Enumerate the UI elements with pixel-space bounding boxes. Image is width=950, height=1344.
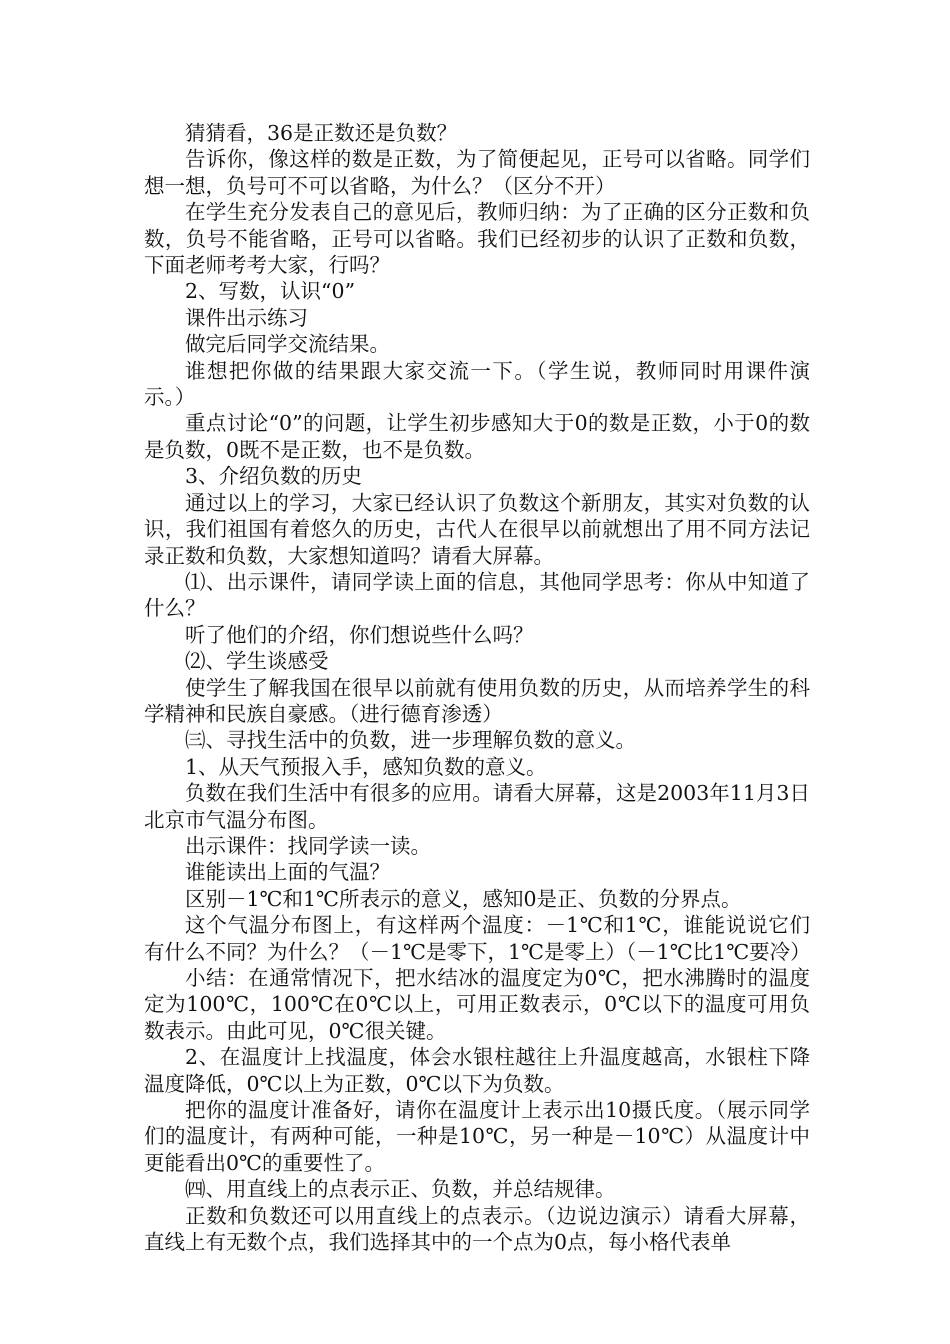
heading-weather-forecast: 1、从天气预报入手，感知负数的意义。 xyxy=(185,754,547,779)
paragraph-exchange-results: 做完后同学交流结果。 xyxy=(185,332,390,357)
paragraph-show-courseware: ⑴、出示课件，请同学读上面的信息，其他同学思考：你从中知道了什么？ xyxy=(144,569,810,621)
paragraph-history-intro: 通过以上的学习，大家已经认识了负数这个新朋友，其实对负数的认识，我们祖国有着悠久的历史，古代人在很早以前就想出了用不同方法记录正数和负数，大家想知道吗？请看大屏幕。 xyxy=(144,490,810,568)
heading-find-negatives-life: ㈢、寻找生活中的负数，进一步理解负数的意义。 xyxy=(185,728,636,753)
paragraph-read-aloud: 出示课件：找同学读一读。 xyxy=(185,833,431,858)
heading-number-line: ㈣、用直线上的点表示正、负数，并总结规律。 xyxy=(185,1177,616,1202)
paragraph-show-exercise: 课件出示练习 xyxy=(185,305,308,330)
paragraph-guess-36: 猜猜看，36是正数还是负数？ xyxy=(185,121,458,145)
paragraph-show-10-degrees: 把你的温度计准备好，请你在温度计上表示出10摄氏度。（展示同学们的温度计，有两种可能，一种是10℃，另一种是－10℃）从温度计中更能看出0℃的重要性了。 xyxy=(144,1098,810,1175)
paragraph-thermometer: 2、在温度计上找温度，体会水银柱越往上升温度越高，水银柱下降温度降低，0℃以上为正数，0℃以下为负数。 xyxy=(144,1045,810,1096)
document-page xyxy=(144,120,810,1255)
paragraph-moral-education: 使学生了解我国在很早以前就有使用负数的历史，从而培养学生的科学精神和民族自豪感。（进行德育渗透） xyxy=(144,675,810,726)
paragraph-two-temperatures: 这个气温分布图上，有这样两个温度：－1℃和1℃，谁能说说它们有什么不同？为什么？（－1℃是零下，1℃是零上）（－1℃比1℃要冷） xyxy=(144,913,811,964)
paragraph-distinguish-temps: 区别－1℃和1℃所表示的意义，感知0是正、负数的分界点。 xyxy=(185,886,742,911)
paragraph-who-can-read: 谁能读出上面的气温？ xyxy=(185,860,390,885)
paragraph-teacher-summary: 在学生充分发表自己的意见后，教师归纳：为了正确的区分正数和负数，负号不能省略，正号可以省略。我们已经初步的认识了正数和负数，下面老师考考大家，行吗？ xyxy=(144,200,810,278)
paragraph-beijing-temperature: 负数在我们生活中有很多的应用。请看大屏幕，这是2003年11月3日北京市气温分布图。 xyxy=(144,781,810,832)
heading-write-numbers-zero: 2、写数，认识“0” xyxy=(185,279,356,304)
paragraph-share-results: 谁想把你做的结果跟大家交流一下。（学生说，教师同时用课件演示。） xyxy=(144,358,810,410)
paragraph-number-line-demo: 正数和负数还可以用直线上的点表示。（边说边演示）请看大屏幕，直线上有无数个点，我们选择其中的一个点为0点，每小格代表单 xyxy=(144,1203,810,1255)
paragraph-discuss-zero: 重点讨论“0”的问题，让学生初步感知大于0的数是正数，小于0的数是负数，0既不是正数，也不是负数。 xyxy=(144,411,810,462)
paragraph-after-introduction: 听了他们的介绍，你们想说些什么吗？ xyxy=(185,622,534,647)
paragraph-students-feelings: ⑵、学生谈感受 xyxy=(185,649,329,674)
paragraph-summary-zero-degrees: 小结：在通常情况下，把水结冰的温度定为0℃，把水沸腾时的温度定为100℃，100℃在0℃以上，可用正数表示，0℃以下的温度可用负数表示。由此可见，0℃很关键。 xyxy=(144,966,810,1043)
heading-history-negative: 3、介绍负数的历史 xyxy=(185,464,363,489)
paragraph-positive-sign-omit: 告诉你，像这样的数是正数，为了简便起见，正号可以省略。同学们想一想，负号可不可以省略，为什么？（区分不开） xyxy=(144,147,810,198)
